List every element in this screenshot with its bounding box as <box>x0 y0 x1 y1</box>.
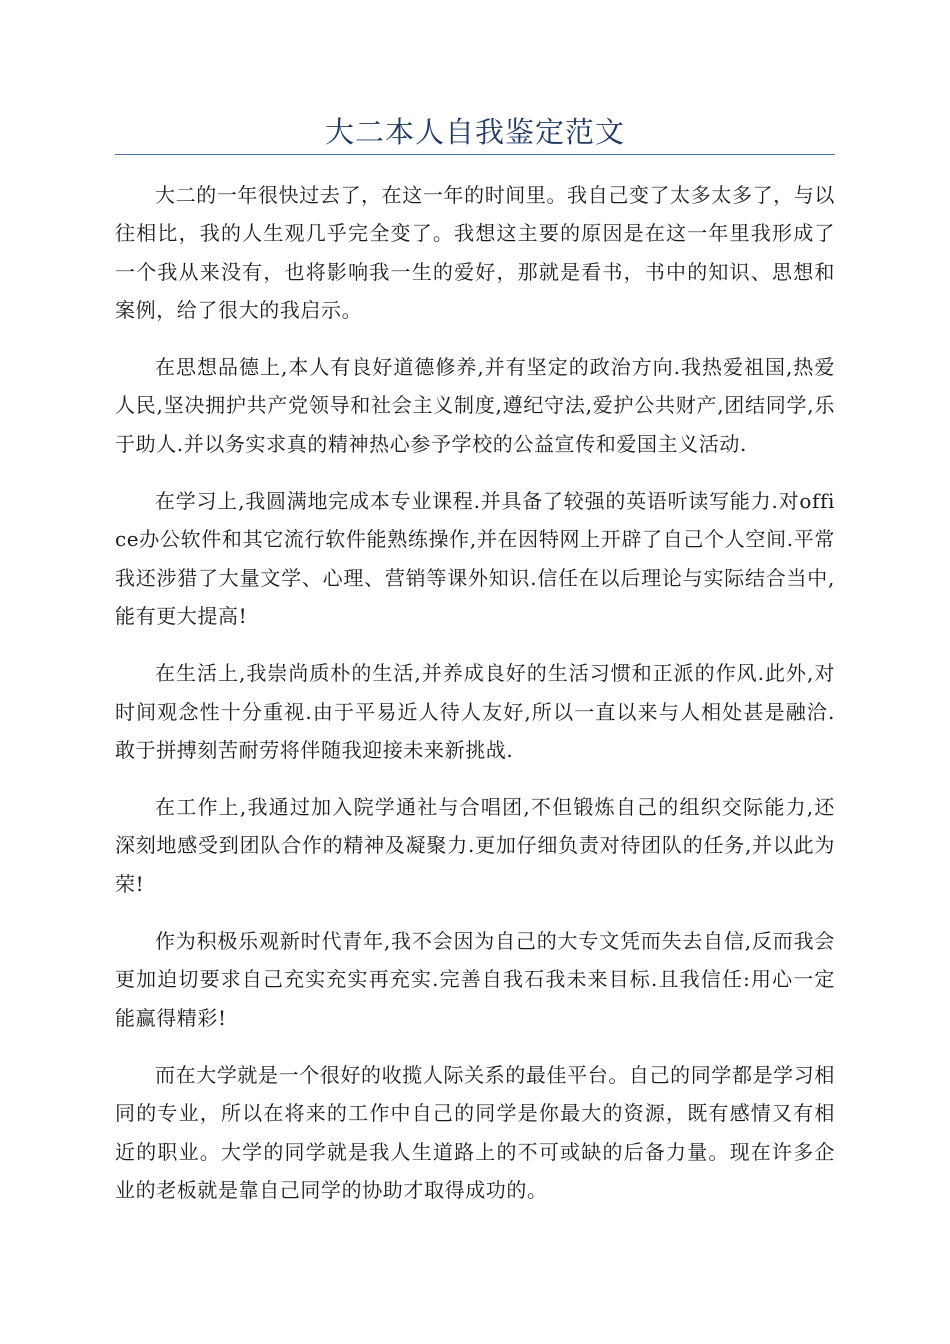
paragraph-relationships: 而在大学就是一个很好的收揽人际关系的最佳平台。自己的同学都是学习相同的专业，所以在将来的工作中自己的同学是你最大的资源，既有感情又有相近的职业。大学的同学就是我人生道路上的不可或缺的后备力量。现在许多企业的老板就是靠自己同学的协助才取得成功的。 <box>115 1062 835 1202</box>
paragraph-work: 在工作上,我通过加入院学通社与合唱团,不但锻炼自己的组织交际能力,还深刻地感受到团队合作的精神及凝聚力.更加仔细负责对待团队的任务,并以此为荣! <box>115 795 835 896</box>
document-title: 大二本人自我鉴定范文 <box>324 115 625 149</box>
document-body <box>115 176 835 1228</box>
paragraph-study: 在学习上,我圆满地完成本专业课程.并具备了较强的英语听读写能力.对office办公软件和其它流行软件能熟练操作,并在因特网上开辟了自己个人空间.平常我还涉猎了大量文学、心理、营销等课外知识.信任在以后理论与实际结合当中,能有更大提高! <box>115 489 835 628</box>
paragraph-overview: 大二的一年很快过去了，在这一年的时间里。我自己变了太多太多了，与以往相比，我的人生观几乎完全变了。我想这主要的原因是在这一年里我形成了一个我从来没有，也将影响我一生的爱好，那就是看书，书中的知识、思想和案例，给了很大的我启示。 <box>115 183 835 322</box>
paragraph-life: 在生活上,我崇尚质朴的生活,并养成良好的生活习惯和正派的作风.此外,对时间观念性十分重视.由于平易近人待人友好,所以一直以来与人相处甚是融洽.敢于拼搏刻苦耐劳将伴随我迎接未来新挑战. <box>115 661 835 762</box>
paragraph-ideology: 在思想品德上,本人有良好道德修养,并有坚定的政治方向.我热爱祖国,热爱人民,坚决拥护共产党领导和社会主义制度,遵纪守法,爱护公共财产,团结同学,乐于助人.并以务实求真的精神热心参予学校的公益宣传和爱国主义活动. <box>115 355 835 456</box>
title-underline <box>115 154 835 155</box>
paragraph-attitude: 作为积极乐观新时代青年,我不会因为自己的大专文凭而失去自信,反而我会更加迫切要求自己充实充实再充实.完善自我石我未来目标.且我信任:用心一定能赢得精彩! <box>115 929 835 1030</box>
